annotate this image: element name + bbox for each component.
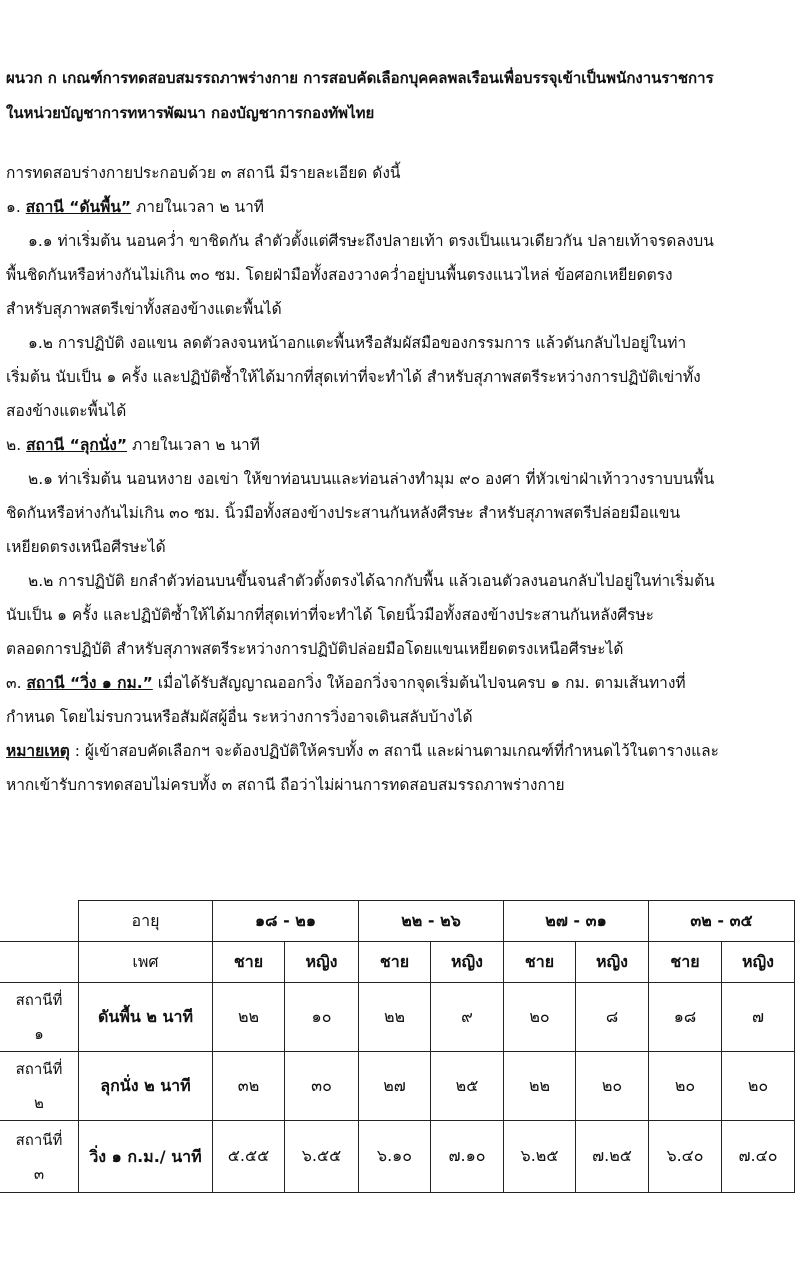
p12-l3: สองข้างแตะพื้นได้ <box>6 402 127 420</box>
station-label: สถานีที่ <box>15 1130 63 1149</box>
num: ๓. <box>6 674 22 692</box>
criteria-value: ๖.๔๐ <box>649 1121 722 1193</box>
num: ๑. <box>6 198 21 216</box>
age-range: ๑๘ - ๒๑ <box>213 901 359 942</box>
note-text: : ผู้เข้าสอบคัดเลือกฯ จะต้องปฏิบัติให้ครบทั้ง ๓ สถานี และผ่านตามเกณฑ์ที่กำหนดไว้ในตารางและ <box>69 742 719 760</box>
name: สถานี “วิ่ง ๑ กม.” <box>26 674 153 692</box>
female: หญิง <box>576 942 649 983</box>
station-number: ๓ <box>33 1164 45 1183</box>
female: หญิง <box>431 942 504 983</box>
note-l2: หากเข้ารับการทดสอบไม่ครบทั้ง ๓ สถานี ถือว่าไม่ผ่านการทดสอบสมรรถภาพร่างกาย <box>6 776 565 794</box>
p21-l1: ๒.๑ ท่าเริ่มต้น นอนหงาย งอเข่า ให้ขาท่อนบนและท่อนล่างทำมุม ๙๐ องศา ที่หัวเข่าฝ่าเท้าวางราบบนพื้น <box>28 470 715 488</box>
station-label: สถานีที่ <box>15 991 63 1009</box>
test-name: วิ่ง ๑ ก.ม./ นาที <box>79 1121 213 1193</box>
p21-l2: ชิดกันหรือห่างกันไม่เกิน ๓๐ ซม. นิ้วมือทั้งสองข้างประสานกันหลังศีรษะ สำหรับสุภาพสตรีปล่อยมือแขน <box>6 504 681 522</box>
name: สถานี “ลุกนั่ง” <box>26 436 128 454</box>
age-range: ๓๒ - ๓๕ <box>649 901 795 942</box>
age-label: อายุ <box>79 901 213 942</box>
criteria-value: ๒๐ <box>576 1052 649 1121</box>
criteria-value: ๑๘ <box>649 983 722 1052</box>
rest: ภายในเวลา ๒ นาที <box>136 198 265 216</box>
p21-l3: เหยียดตรงเหนือศีรษะได้ <box>6 538 166 556</box>
station-cell <box>0 1052 79 1121</box>
criteria-value: ๒๐ <box>504 983 576 1052</box>
p12-l1: ๑.๒ การปฏิบัติ งอแขน ลดตัวลงจนหน้าอกแตะพื้นหรือสัมผัสมือของกรรมการ แล้วดันกลับไปอยู่ในท่า <box>28 334 687 352</box>
p22-l2: นับเป็น ๑ ครั้ง และปฏิบัติซ้ำให้ได้มากที่สุดเท่าที่จะทำได้ โดยนิ้วมือทั้งสองข้างประสานกันหลังศีรษะ <box>6 606 654 624</box>
female: หญิง <box>722 942 795 983</box>
station-cell <box>0 983 79 1052</box>
note-l1 <box>6 738 719 763</box>
criteria-value: ๗ <box>722 983 795 1052</box>
criteria-table <box>0 900 795 1193</box>
table-row <box>0 1121 795 1193</box>
criteria-value: ๓๐ <box>285 1052 359 1121</box>
criteria-value: ๒๒ <box>213 983 285 1052</box>
station-1-heading <box>6 194 264 219</box>
station-number: ๑ <box>34 1025 44 1043</box>
station-3-heading <box>6 670 686 695</box>
test-name: ลุกนั่ง ๒ นาที <box>79 1052 213 1121</box>
criteria-value: ๒๒ <box>504 1052 576 1121</box>
test-name: ดันพื้น ๒ นาที <box>79 983 213 1052</box>
criteria-value: ๖.๕๕ <box>285 1121 359 1193</box>
table-row <box>0 1052 795 1121</box>
criteria-value: ๖.๒๕ <box>504 1121 576 1193</box>
title-line-2: ในหน่วยบัญชาการทหารพัฒนา กองบัญชาการกองทัพไทย <box>6 104 375 122</box>
criteria-value: ๒๒ <box>359 983 431 1052</box>
male: ชาย <box>504 942 576 983</box>
intro: การทดสอบร่างกายประกอบด้วย ๓ สถานี มีรายละเอียด ดังนี้ <box>6 164 401 182</box>
male: ชาย <box>649 942 722 983</box>
station-label: สถานีที่ <box>15 1060 63 1078</box>
sex-row <box>0 942 795 983</box>
criteria-value: ๓๒ <box>213 1052 285 1121</box>
criteria-value: ๒๐ <box>722 1052 795 1121</box>
station-cell <box>0 1121 79 1193</box>
note-label: หมายเหตุ <box>6 742 70 760</box>
criteria-value: ๑๐ <box>285 983 359 1052</box>
station-2-heading <box>6 432 260 457</box>
criteria-value: ๕.๕๕ <box>213 1121 285 1193</box>
male: ชาย <box>359 942 431 983</box>
criteria-value: ๖.๑๐ <box>359 1121 431 1193</box>
rest: เมื่อได้รับสัญญาณออกวิ่ง ให้ออกวิ่งจากจุดเริ่มต้นไปจนครบ ๑ กม. ตามเส้นทางที่ <box>157 674 686 692</box>
criteria-value: ๒๐ <box>649 1052 722 1121</box>
male: ชาย <box>213 942 285 983</box>
sex-label: เพศ <box>79 942 213 983</box>
age-range: ๒๒ - ๒๖ <box>359 901 504 942</box>
p11-l2: พื้นชิดกันหรือห่างกันไม่เกิน ๓๐ ซม. โดยฝ่ามือทั้งสองวางคว่ำอยู่บนพื้นตรงแนวไหล่ ข้อศอกเหยียดตรง <box>6 266 673 284</box>
blank <box>0 901 79 942</box>
table-row <box>0 983 795 1052</box>
station-number: ๒ <box>34 1094 44 1112</box>
criteria-value: ๗.๑๐ <box>431 1121 504 1193</box>
criteria-value: ๘ <box>576 983 649 1052</box>
p22-l3: ตลอดการปฏิบัติ สำหรับสุภาพสตรีระหว่างการปฏิบัติปล่อยมือโดยแขนเหยียดตรงเหนือศีรษะได้ <box>6 640 624 658</box>
criteria-value: ๙ <box>431 983 504 1052</box>
age-range: ๒๗ - ๓๑ <box>504 901 649 942</box>
age-row <box>0 901 795 942</box>
num: ๒. <box>6 436 22 454</box>
p11-l3: สำหรับสุภาพสตรีเข่าทั้งสองข้างแตะพื้นได้ <box>6 300 282 318</box>
p11-l1: ๑.๑ ท่าเริ่มต้น นอนคว่ำ ขาชิดกัน ลำตัวตั้งแต่ศีรษะถึงปลายเท้า ตรงเป็นแนวเดียวกัน ปลายเท้าจรดลงบน <box>28 232 714 250</box>
criteria-value: ๗.๒๕ <box>576 1121 649 1193</box>
criteria-value: ๒๗ <box>359 1052 431 1121</box>
name: สถานี “ดันพื้น” <box>25 198 132 216</box>
blank <box>0 942 79 983</box>
female: หญิง <box>285 942 359 983</box>
s3-l2: กำหนด โดยไม่รบกวนหรือสัมผัสผู้อื่น ระหว่างการวิ่งอาจเดินสลับบ้างได้ <box>6 708 473 726</box>
p12-l2: เริ่มต้น นับเป็น ๑ ครั้ง และปฏิบัติซ้ำให้ได้มากที่สุดเท่าที่จะทำได้ สำหรับสุภาพสตรีระหว่างการปฏิบัติเข่าทั้ง <box>6 368 701 386</box>
criteria-value: ๗.๔๐ <box>722 1121 795 1193</box>
title-line-1: ผนวก ก เกณฑ์การทดสอบสมรรถภาพร่างกาย การสอบคัดเลือกบุคคลพลเรือนเพื่อบรรจุเข้าเป็นพนักงานราชการ <box>6 69 714 87</box>
p22-l1: ๒.๒ การปฏิบัติ ยกลำตัวท่อนบนขึ้นจนลำตัวตั้งตรงได้ฉากกับพื้น แล้วเอนตัวลงนอนกลับไปอยู่ในท่าเริ่มต้น <box>28 572 715 590</box>
criteria-value: ๒๕ <box>431 1052 504 1121</box>
rest: ภายในเวลา ๒ นาที <box>132 436 260 454</box>
